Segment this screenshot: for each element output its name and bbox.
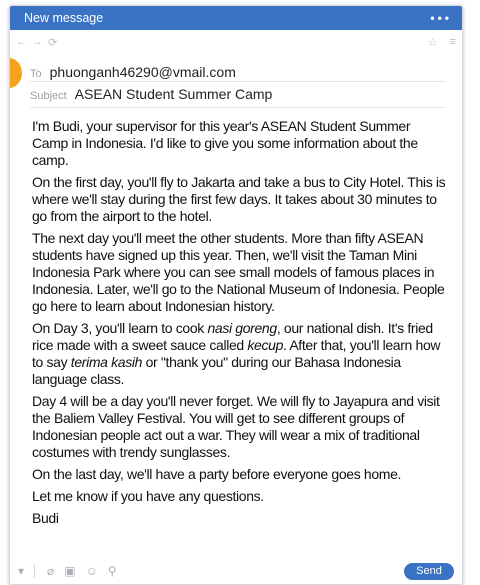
subject-value[interactable]: ASEAN Student Summer Camp	[74, 86, 273, 102]
chevron-down-icon[interactable]: ▾	[18, 564, 25, 578]
body-text-run: On Day 3, you'll learn to cook	[32, 320, 208, 336]
body-paragraph: I'm Budi, your supervisor for this year's ASEAN Student Summer Camp in Indonesia. I'd like to give you some information about the camp.	[32, 118, 418, 168]
to-label: To	[30, 68, 42, 80]
title-bar	[10, 6, 462, 30]
forward-arrow-icon[interactable]: →	[32, 36, 43, 48]
body-text-run: , our national dish. It's fried rice made with a sweet sauce called	[32, 320, 433, 353]
compose-window	[9, 5, 463, 585]
nav-bar	[10, 30, 462, 54]
body-paragraph	[32, 320, 446, 388]
to-field[interactable]	[30, 54, 446, 82]
body-italic-run: nasi goreng	[207, 320, 277, 336]
body-paragraph: On the last day, we'll have a party before everyone goes home.	[32, 466, 402, 482]
menu-icon[interactable]: ≡	[449, 36, 456, 48]
refresh-icon[interactable]: ⟳	[48, 36, 58, 49]
back-arrow-icon[interactable]: ←	[16, 36, 27, 48]
subject-field[interactable]	[30, 82, 446, 108]
window-title: New message	[24, 11, 104, 25]
to-value[interactable]: phuonganh46290@vmail.com	[49, 64, 236, 80]
signature: Budi	[32, 510, 59, 526]
body-paragraph: On the first day, you'll fly to Jakarta and take a bus to City Hotel. This is where we'll stay during the first few days. It takes about 30 minutes to go from the airport to the hotel.	[32, 174, 446, 224]
star-icon[interactable]: ☆	[427, 36, 438, 49]
message-body[interactable]	[10, 108, 462, 527]
body-paragraph: Day 4 will be a day you'll never forget. We will fly to Jayapura and visit the Baliem Valley Festival. You will get to see different groups of Indonesian people act out a war. They will wear a mix of traditional costumes with trendy sunglasses.	[32, 393, 440, 460]
subject-label: Subject	[30, 90, 67, 102]
search-icon[interactable]: ⚲	[107, 564, 117, 578]
more-options-icon[interactable]: •••	[430, 11, 452, 25]
send-button[interactable]: Send	[404, 563, 454, 580]
body-text-run: or "thank you" during our Bahasa Indonesia language class.	[32, 354, 401, 387]
body-paragraph: The next day you'll meet the other students. More than fifty ASEAN students have signed up this year. Then, we'll visit the Taman Mini Indonesia Park where you can see small models of famous places in Indonesia. Later, we'll go to the National Museum of Indonesia. People go here to learn about Indonesian history.	[32, 230, 445, 314]
divider	[34, 564, 35, 578]
body-paragraph: Let me know if you have any questions.	[32, 488, 264, 504]
orange-badge	[9, 58, 22, 88]
body-italic-run: kecup	[247, 337, 284, 353]
body-text-run: . After that, you'll learn how to say	[32, 337, 441, 370]
address-bar[interactable]	[68, 34, 421, 50]
image-icon[interactable]: ▣	[64, 564, 76, 578]
emoji-icon[interactable]: ☺	[85, 564, 98, 578]
attach-icon[interactable]: ⌀	[47, 564, 55, 578]
compose-footer	[10, 558, 462, 584]
body-italic-run: terima kasih	[70, 354, 143, 370]
